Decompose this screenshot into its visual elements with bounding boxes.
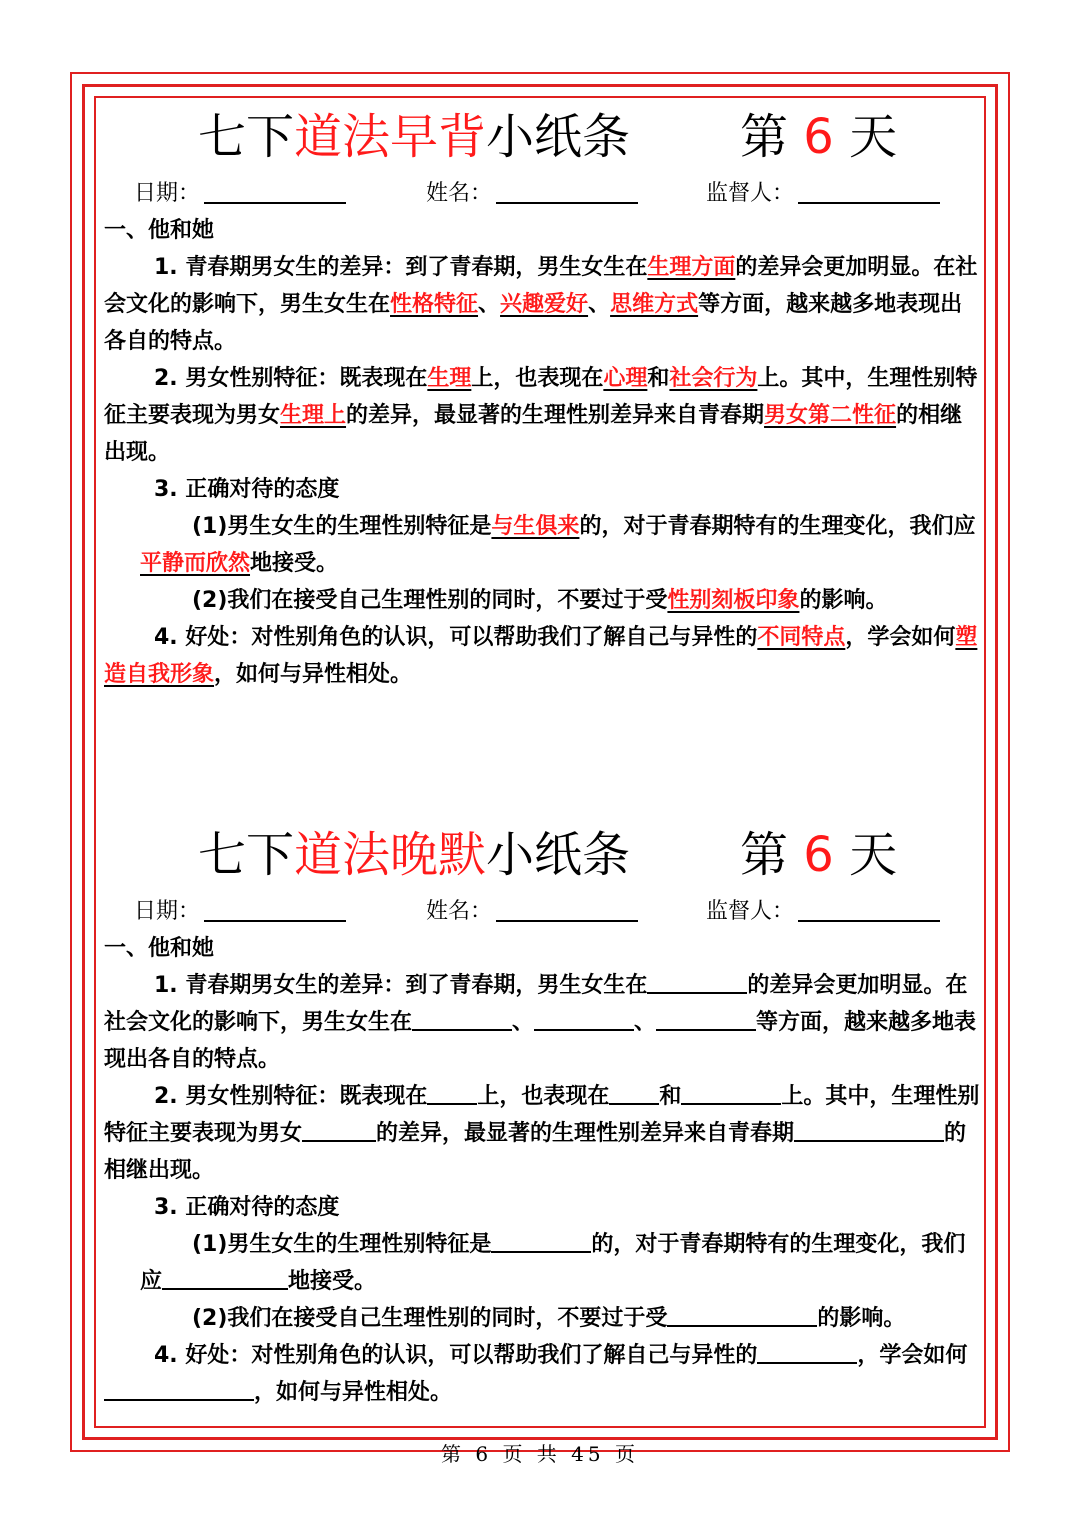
date-line[interactable]: [204, 896, 346, 922]
name-field[interactable]: 姓名：: [426, 894, 638, 930]
evening-section: [104, 822, 984, 1411]
title-grade: 七下: [198, 827, 295, 883]
morning-point-3a: (1)男生女生的生理性别特征是与生俱来的，对于青春期特有的生理变化，我们应平静而欣然地接受。: [140, 514, 976, 576]
supervisor-line[interactable]: [798, 896, 940, 922]
day-label: 第 6 天: [740, 827, 898, 883]
day-label: 第 6 天: [740, 109, 898, 165]
date-line[interactable]: [204, 178, 346, 204]
answer: 心理: [603, 366, 648, 391]
fill-blank[interactable]: [757, 1340, 857, 1364]
title-grade: 七下: [198, 109, 295, 165]
fill-blank[interactable]: [104, 1377, 254, 1401]
date-field[interactable]: 日期：: [134, 894, 346, 930]
date-field[interactable]: 日期：: [134, 176, 346, 212]
name-line[interactable]: [496, 178, 638, 204]
answer: 生理: [427, 366, 472, 391]
evening-point-3b: (2)我们在接受自己生理性别的同时，不要过于受 的影响。: [104, 1300, 984, 1337]
page-number-footer: 第 6 页 共 45 页: [441, 1442, 639, 1466]
morning-point-4: 4. 好处：对性别角色的认识，可以帮助我们了解自己与异性的不同特点，学会如何塑造自我形象，如何与异性相处。: [104, 625, 978, 687]
fill-blank[interactable]: [302, 1118, 376, 1142]
evening-point-4: 4. 好处：对性别角色的认识，可以帮助我们了解自己与异性的 ，学会如何，如何与异性相处。: [104, 1337, 984, 1411]
title-subject: 道法晚默: [294, 827, 487, 883]
fill-blank[interactable]: [794, 1118, 944, 1142]
title-suffix: 小纸条: [486, 827, 631, 883]
answer: 社会行为: [669, 366, 758, 391]
answer: 不同特点: [757, 625, 846, 650]
supervisor-field[interactable]: 监督人：: [706, 176, 940, 212]
evening-point-1: 1. 青春期男女生的差异：到了青春期，男生女生在 的差异会更加明显。在社会文化的影响下，男生女生在 、 、 等方面，越来越多地表现出各自的特点。: [104, 967, 984, 1078]
morning-point-1: 1. 青春期男女生的差异：到了青春期，男生女生在生理方面的差异会更加明显。在社会文化的影响下，男生女生在性格特征、兴趣爱好、思维方式等方面，越来越多地表现出各自的特点。: [104, 255, 978, 354]
morning-point-3: 3. 正确对待的态度: [154, 477, 340, 502]
evening-info-row: [104, 894, 984, 930]
morning-title: [104, 104, 984, 170]
name-line[interactable]: [496, 896, 638, 922]
evening-point-2: 2. 男女性别特征：既表现在 上，也表现在 和 上。其中，生理性别特征主要表现为男女 的差异，最显著的生理性别差异来自青春期 的相继出现。: [104, 1078, 984, 1189]
answer: 性别刻板印象: [667, 588, 800, 613]
fill-blank[interactable]: [681, 1081, 781, 1105]
day-number: 6: [803, 109, 834, 165]
title-suffix: 小纸条: [486, 109, 631, 165]
answer: 塑造自我形象: [104, 625, 978, 687]
title-subject: 道法早背: [294, 109, 487, 165]
answer: 平静而欣然: [140, 551, 251, 576]
name-field[interactable]: 姓名：: [426, 176, 638, 212]
evening-point-3: 3. 正确对待的态度: [154, 1195, 340, 1220]
answer: 兴趣爱好: [500, 292, 589, 317]
morning-point-2: 2. 男女性别特征：既表现在生理上，也表现在心理和社会行为上。其中，生理性别特征主要表现为男女生理上的差异，最显著的生理性别差异来自青春期男女第二性征的相继出现。: [104, 366, 978, 465]
fill-blank[interactable]: [491, 1229, 591, 1253]
fill-blank[interactable]: [647, 970, 747, 994]
fill-blank[interactable]: [534, 1007, 634, 1031]
fill-blank[interactable]: [427, 1081, 477, 1105]
evening-point-3a: (1)男生女生的生理性别特征是 的，对于青春期特有的生理变化，我们应 地接受。: [104, 1226, 984, 1300]
answer: 生理上: [280, 403, 347, 428]
morning-heading: 一、他和她: [104, 218, 215, 243]
fill-blank[interactable]: [162, 1266, 288, 1290]
morning-point-3b: (2)我们在接受自己生理性别的同时，不要过于受性别刻板印象的影响。: [192, 588, 888, 613]
evening-heading: 一、他和她: [104, 936, 215, 961]
answer: 性格特征: [390, 292, 479, 317]
fill-blank[interactable]: [412, 1007, 512, 1031]
answer: 思维方式: [610, 292, 699, 317]
supervisor-line[interactable]: [798, 178, 940, 204]
morning-section: [104, 104, 984, 693]
morning-info-row: [104, 176, 984, 212]
fill-blank[interactable]: [667, 1303, 817, 1327]
supervisor-field[interactable]: 监督人：: [706, 894, 940, 930]
answer: 男女第二性征: [764, 403, 897, 428]
fill-blank[interactable]: [609, 1081, 659, 1105]
evening-title: [104, 822, 984, 888]
answer: 与生俱来: [491, 514, 580, 539]
fill-blank[interactable]: [656, 1007, 756, 1031]
day-number: 6: [803, 827, 834, 883]
answer: 生理方面: [647, 255, 736, 280]
